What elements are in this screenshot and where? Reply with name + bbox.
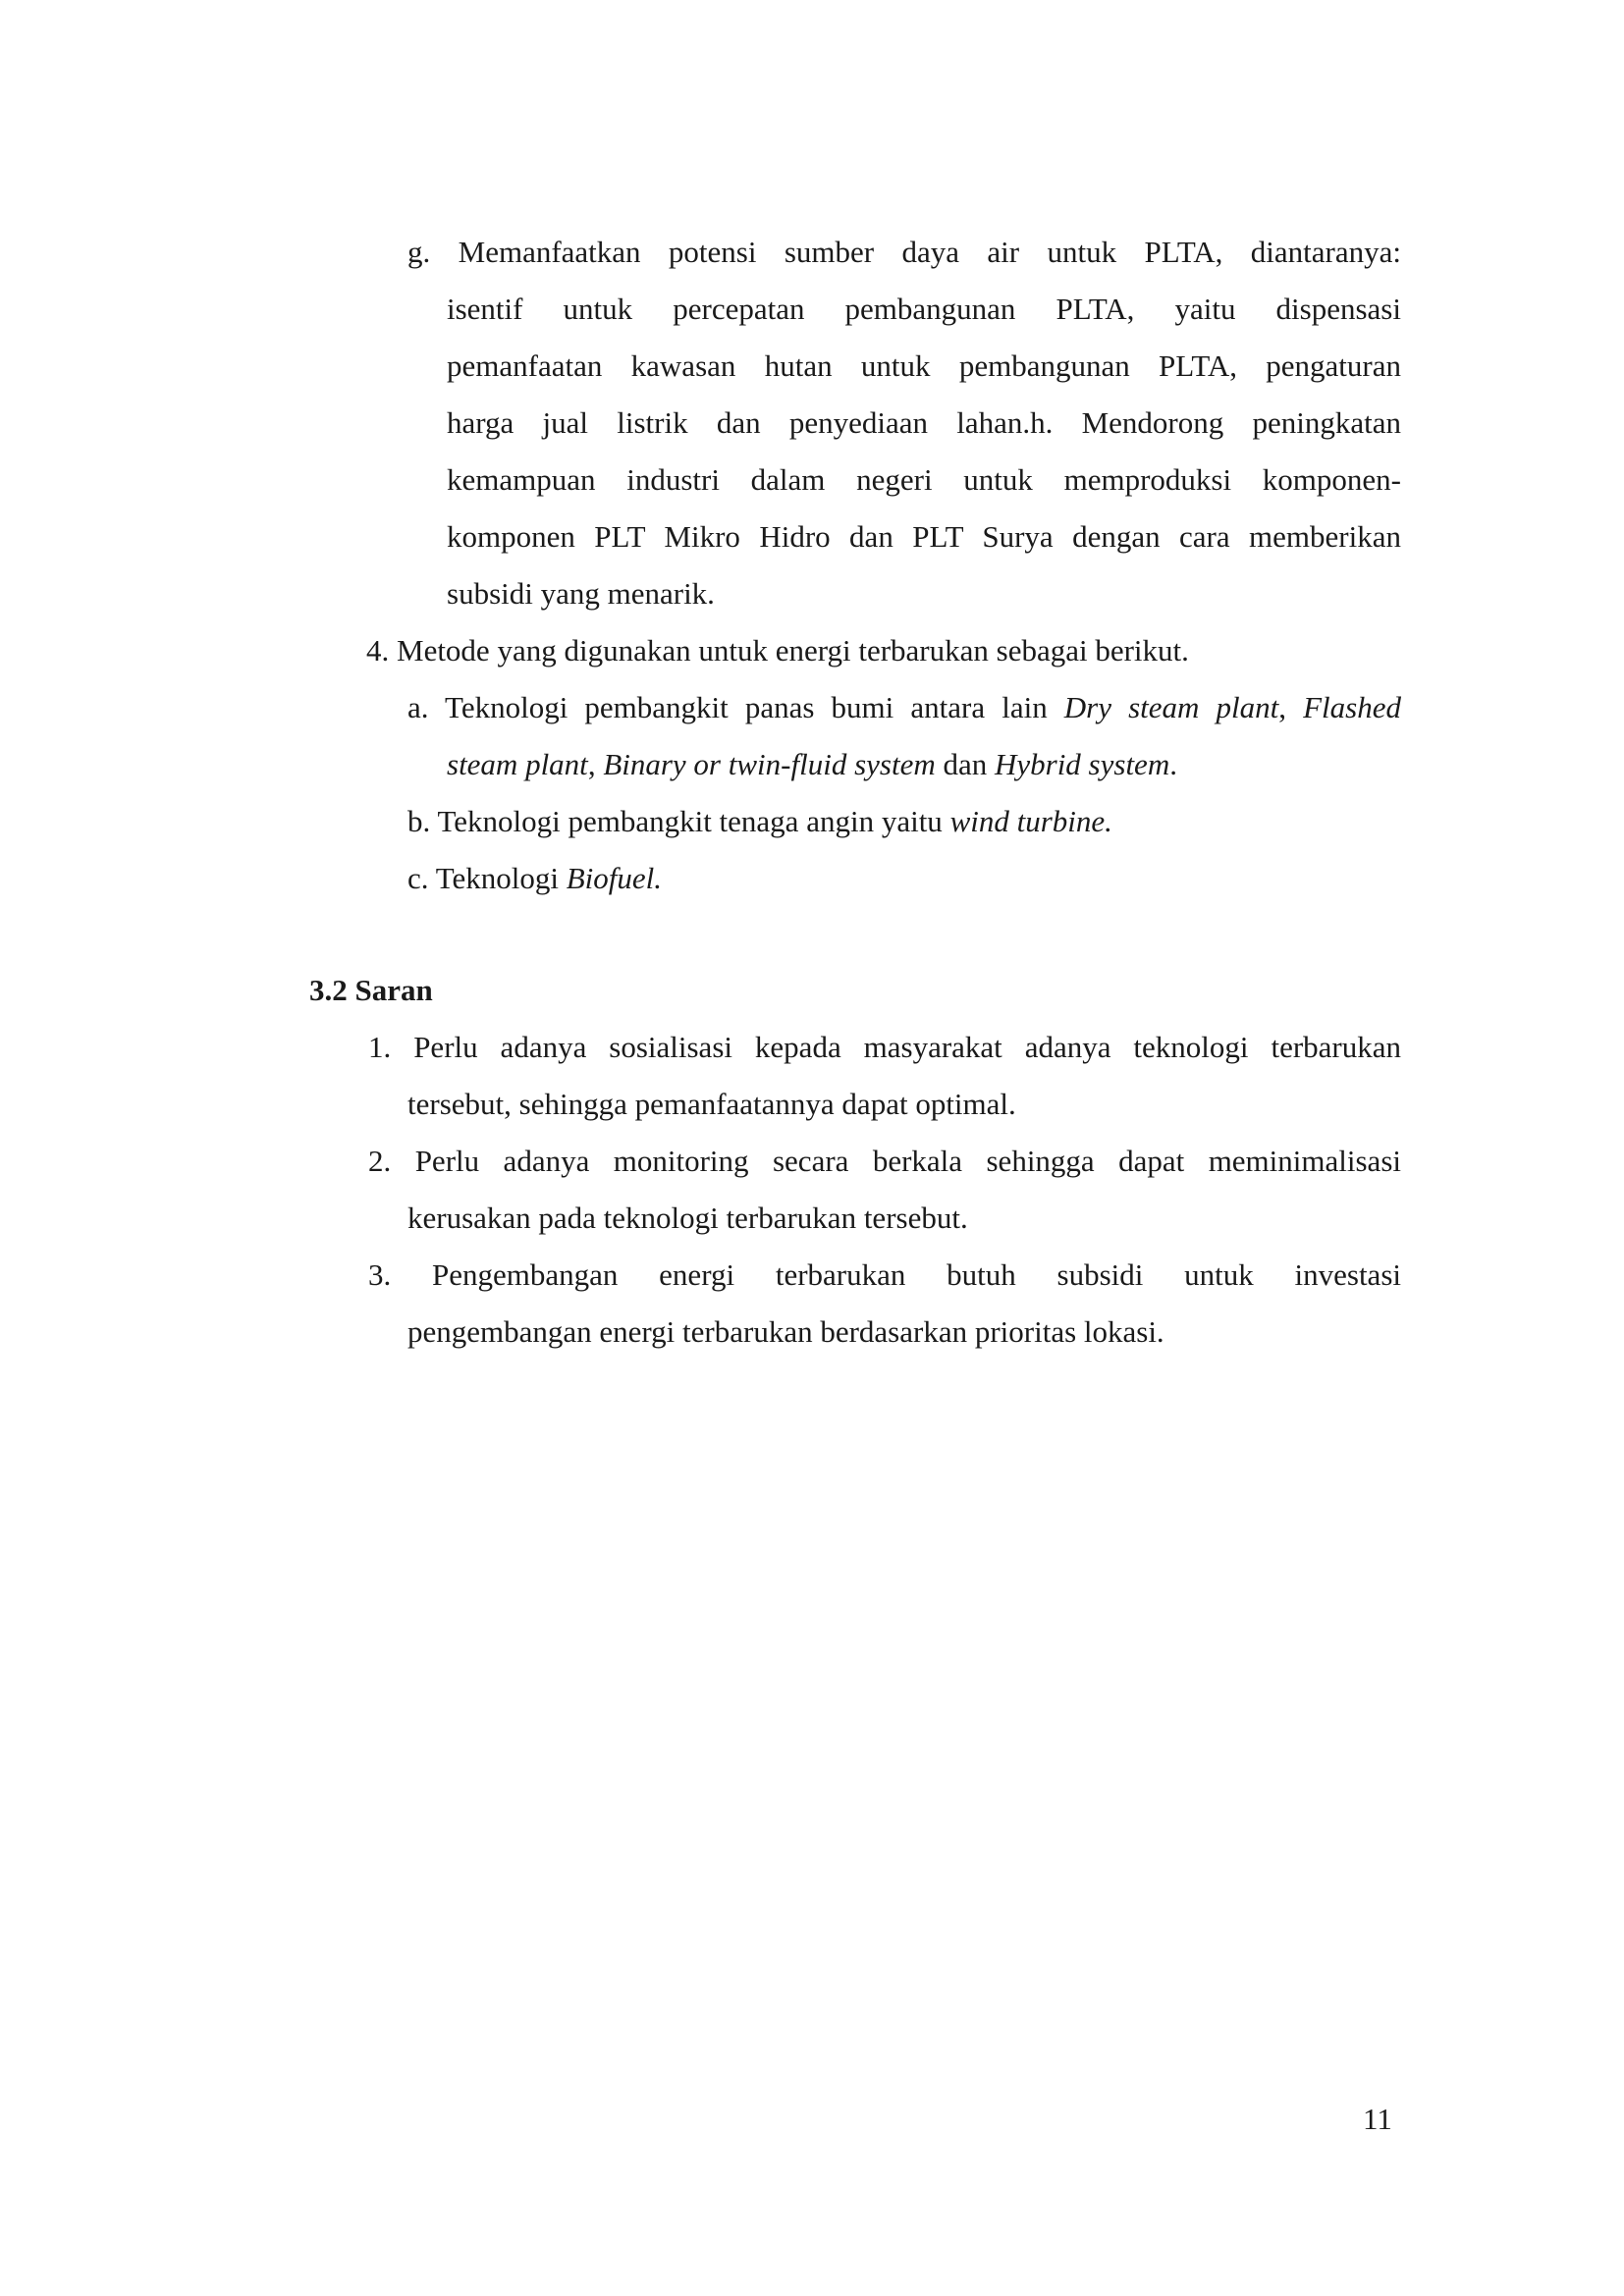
- list-item-4c: [407, 850, 662, 907]
- item-g-line-4: harga jual listrik dan penyediaan lahan.h. Mendorong peningkatan: [447, 405, 1401, 440]
- saran-item-2-number: 2.: [368, 1144, 392, 1178]
- item-g-line-6: komponen PLT Mikro Hidro dan PLT Surya dengan cara memberikan: [447, 519, 1401, 554]
- list-item-4a-continuation: [447, 736, 1177, 793]
- item-4c-biofuel: Biofuel.: [566, 861, 663, 895]
- item-4a-prefix: a. Teknologi pembangkit panas bumi antara lain: [407, 690, 1064, 724]
- item-g-line-7: subsidi yang menarik.: [447, 576, 715, 611]
- item-g-line-5: kemampuan industri dalam negeri untuk memproduksi komponen-: [447, 462, 1401, 497]
- saran-item-2-text-1: Perlu adanya monitoring secara berkala sehingga dapat meminimalisasi: [414, 1144, 1401, 1178]
- saran-item-1-number: 1.: [368, 1030, 392, 1064]
- item-4b-prefix: b. Teknologi pembangkit tenaga angin yaitu: [407, 804, 950, 838]
- list-item-4b: [407, 793, 1112, 850]
- saran-item-3-continuation: [407, 1304, 1164, 1361]
- saran-item-2-continuation: [407, 1190, 968, 1247]
- item-4b-line: [407, 793, 1112, 850]
- item-4a-dan: dan: [935, 747, 995, 781]
- list-item-4a: [407, 679, 1401, 736]
- list-item-4: [366, 622, 1189, 679]
- saran-item-3-number: 3.: [368, 1257, 392, 1292]
- saran-item-1-line-2: tersebut, sehingga pemanfaatannya dapat optimal.: [407, 1087, 1016, 1121]
- item-4a-steam-plant: steam plant: [447, 747, 588, 781]
- item-g-line-2: isentif untuk percepatan pembangunan PLTA, yaitu dispensasi: [447, 292, 1401, 326]
- item-4a-line-2: [447, 736, 1177, 793]
- item-4a-binary: Binary or twin-fluid system: [603, 747, 936, 781]
- saran-item-2: [368, 1133, 1401, 1190]
- saran-item-2-line-2: kerusakan pada teknologi terbarukan tersebut.: [407, 1201, 968, 1235]
- saran-item-1: [368, 1019, 1401, 1076]
- item-4c-line: [407, 850, 662, 907]
- saran-item-3-line-2: pengembangan energi terbarukan berdasarkan prioritas lokasi.: [407, 1314, 1164, 1349]
- saran-item-1-line-1: [368, 1019, 1401, 1076]
- section-heading-saran: 3.2 Saran: [309, 973, 433, 1007]
- item-g-line-1: g. Memanfaatkan potensi sumber daya air untuk PLTA, diantaranya:: [407, 235, 1401, 269]
- item-4b-wind-turbine: wind turbine.: [949, 804, 1112, 838]
- item-4a-hybrid: Hybrid system: [994, 747, 1170, 781]
- list-item-g: [407, 224, 1401, 281]
- saran-item-1-text-1: Perlu adanya sosialisasi kepada masyarakat adanya teknologi terbarukan: [413, 1030, 1402, 1064]
- item-4a-comma-1: ,: [1278, 690, 1304, 724]
- item-g-line-3: pemanfaatan kawasan hutan untuk pembangunan PLTA, pengaturan: [447, 348, 1401, 383]
- page-number: 11: [1363, 2102, 1392, 2136]
- item-4a-flashed: Flashed: [1303, 690, 1401, 724]
- saran-item-1-continuation: [407, 1076, 1016, 1133]
- saran-item-2-line-1: [368, 1133, 1401, 1190]
- item-4-text: 4. Metode yang digunakan untuk energi terbarukan sebagai berikut.: [366, 633, 1189, 667]
- item-4c-prefix: c. Teknologi: [407, 861, 567, 895]
- saran-item-3-text-1: Pengembangan energi terbarukan butuh subsidi untuk investasi: [432, 1257, 1401, 1292]
- list-item-g-continuation: [447, 281, 1401, 622]
- item-4a-comma-2: ,: [587, 747, 604, 781]
- item-4a-line-1: [407, 679, 1401, 736]
- saran-item-3-line-1: [368, 1247, 1401, 1304]
- item-4a-dry-steam: Dry steam plant: [1063, 690, 1279, 724]
- item-4a-end: .: [1169, 747, 1177, 781]
- saran-item-3: [368, 1247, 1401, 1304]
